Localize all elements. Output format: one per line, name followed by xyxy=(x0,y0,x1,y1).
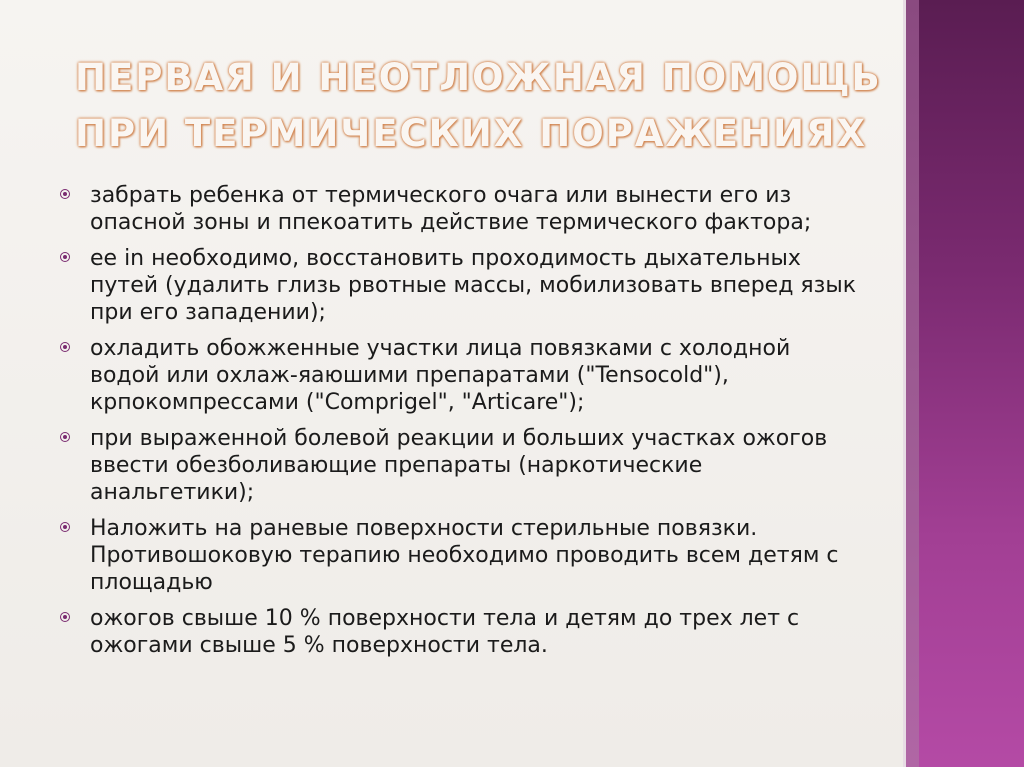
slide-title-line-1: ПЕРВАЯ И НЕОТЛОЖНАЯ ПОМОЩЬ xyxy=(75,56,882,99)
circle-dot-icon xyxy=(60,522,70,532)
bullet-item-3 xyxy=(58,335,858,416)
bullet-text-1: забрать ребенка от термического очага или вынести его из опасной зоны и ппекоатить действие термического фактора; xyxy=(90,183,812,235)
bullet-item-1 xyxy=(58,182,858,236)
bullet-text-6: ожогов свыше 10 % поверхности тела и детям до трех лет с ожогами свыше 5 % поверхности тела. xyxy=(90,606,800,658)
bullet-text-2: ее in необходимо, восстановить проходимость дыхательных путей (удалить глизь рвотные массы, мобилизовать вперед язык при его западении); xyxy=(90,246,857,325)
bullet-text-3: охладить обожженные участки лица повязками с холодной водой или охлаж-яаюшими препаратами ("Tensocold"), крпокомпрессами ("Comprigel", "Articare"); xyxy=(90,336,791,415)
decorative-side-edge xyxy=(905,0,919,767)
bullet-text-5: Наложить на раневые поверхности стерильные повязки. Противошоковую терапию необходимо проводить всем детям с площадью xyxy=(90,516,839,595)
circle-dot-icon xyxy=(60,342,70,352)
circle-dot-icon xyxy=(60,612,70,622)
decorative-side-edge-highlight xyxy=(903,0,906,767)
slide-title-line-2: ПРИ ТЕРМИЧЕСКИХ ПОРАЖЕНИЯХ xyxy=(75,112,867,155)
bullet-text-4: при выраженной болевой реакции и больших участках ожогов ввести обезболивающие препараты (наркотические анальгетики); xyxy=(90,426,828,505)
bullet-list xyxy=(58,182,858,668)
bullet-item-2 xyxy=(58,245,858,326)
decorative-side-band xyxy=(905,0,1024,767)
circle-dot-icon xyxy=(60,189,70,199)
circle-dot-icon xyxy=(60,252,70,262)
bullet-item-6 xyxy=(58,605,858,659)
bullet-item-4 xyxy=(58,425,858,506)
slide-title xyxy=(75,50,895,162)
circle-dot-icon xyxy=(60,432,70,442)
bullet-item-5 xyxy=(58,515,858,596)
